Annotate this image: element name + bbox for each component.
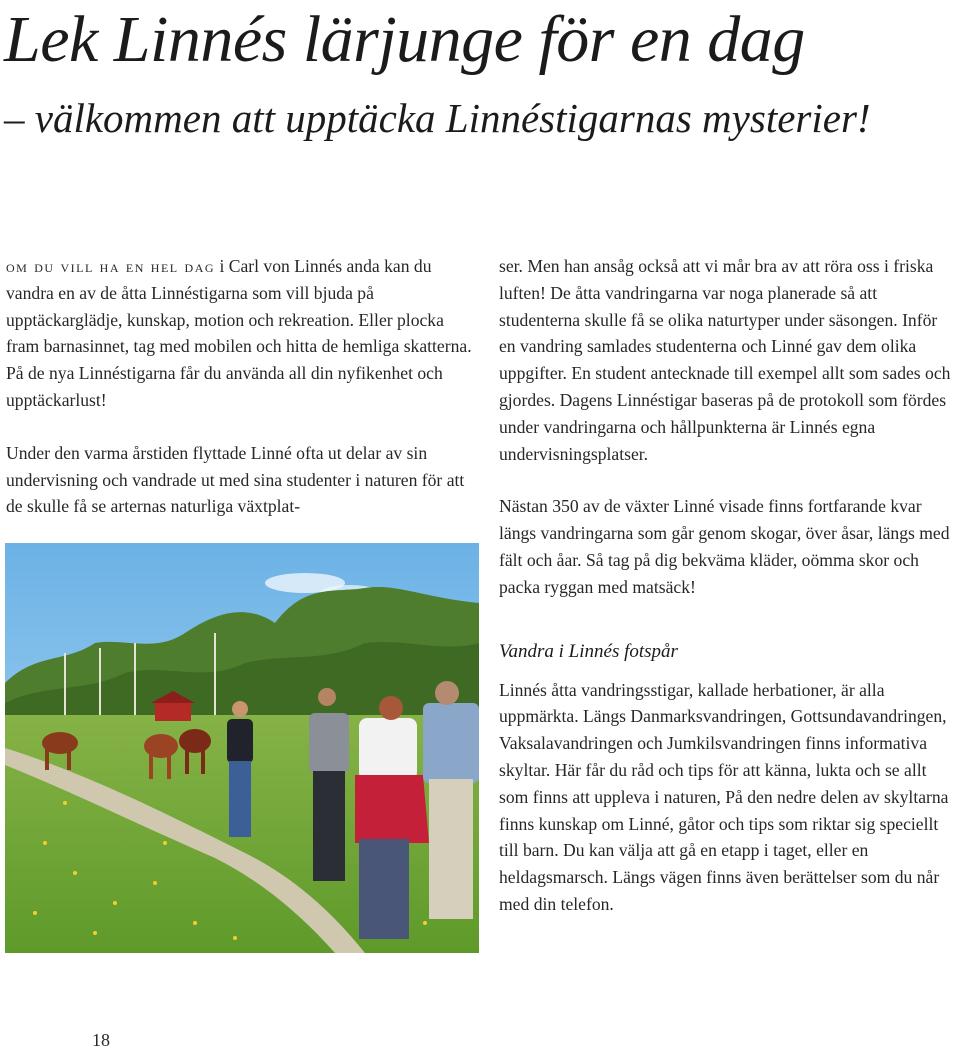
body-paragraph-1: Under den varma årstiden flyttade Linné ofta ut delar av sin undervisning och vandrade ut med sina studenter i naturen för att de skulle få se arternas naturliga växtplat- (6, 442, 465, 517)
page-title: Lek Linnés lärjunge för en dag (4, 3, 805, 76)
intro-lead-in: om du vill ha en hel dag (6, 256, 216, 276)
left-column (6, 253, 474, 520)
right-column (499, 253, 957, 918)
page-number: 18 (92, 1030, 110, 1050)
intro-paragraph (6, 253, 474, 414)
body-paragraph-2: ser. Men han ansåg också att vi mår bra av att röra oss i friska luften! De åtta vandringarna var noga planerade så att studenterna skulle få se olika naturtyper under säsongen. Inför en vandring samlades studenterna och Linné gav dem olika uppgifter. En student antecknade till exempel allt som sades och gjordes. Dagens Linnéstigar baseras på de protokoll som fördes under vandringarna och hållpunkterna är Linnés egna undervisningsplatser. (499, 256, 951, 464)
body-paragraph-4: Linnés åtta vandringsstigar, kallade herbationer, är alla uppmärkta. Längs Danmarksvandringen, Gottsundavandringen, Vaksalavandringen och Jumkilsvandringen finns informativa skyltar. Här får du råd och tips för att känna, lukta och se allt som finns att uppleva i naturen, På den nedre delen av skyltarna finns kunskap om Linné, gåtor och tips som riktar sig speciellt till barn. Du kan välja att gå en etapp i taget, eller en heldagsmarsch. Längs vägen finns även berättelser som du når med din telefon. (499, 679, 949, 914)
section-heading: Vandra i Linnés fotspår (499, 640, 678, 662)
walking-group-photo (5, 543, 479, 953)
page-subtitle: – välkommen att upptäcka Linnéstigarnas mysterier! (4, 95, 871, 141)
intro-text: i Carl von Linnés anda kan du vandra en av de åtta Linnéstigarna som vill bjuda på upptäckarglädje, kunskap, motion och rekreation. Eller plocka fram barnasinnet, tag med mobilen och hitta de hemliga skatterna. På de nya Linnéstigarna får du använda all din nyfikenhet och upptäckarlust! (6, 256, 472, 410)
body-paragraph-3: Nästan 350 av de växter Linné visade finns fortfarande kvar längs vandringarna som går genom skogar, över åsar, längs med fält och åar. Så tag på dig bekväma kläder, oömma skor och packa ryggan med matsäck! (499, 496, 950, 597)
